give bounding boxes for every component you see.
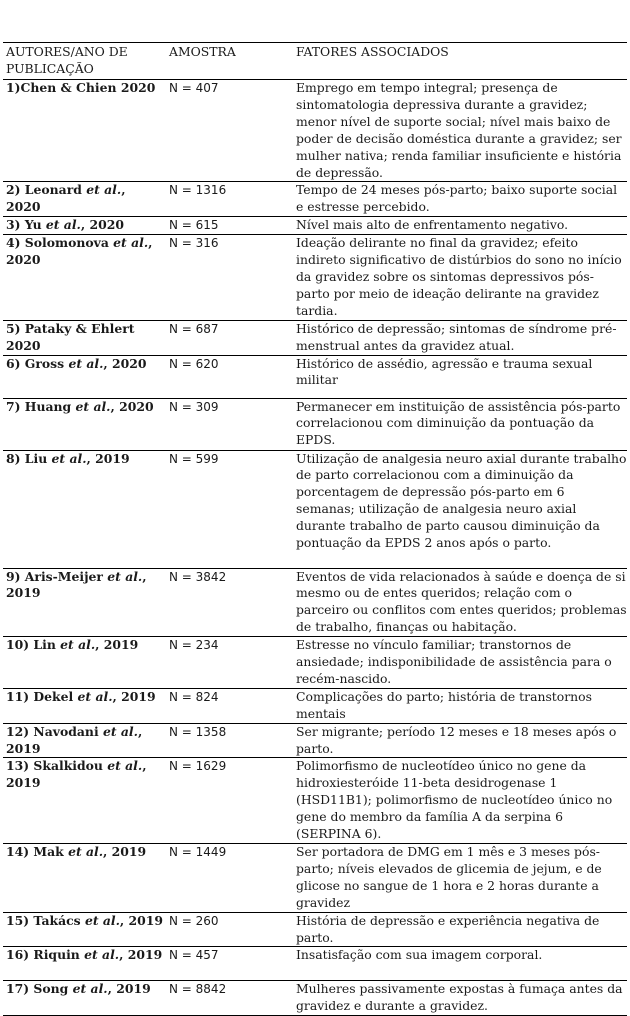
author-name: 10) Lin [6, 637, 61, 653]
et-al: et al. [102, 723, 138, 739]
sample-cell: N = 316 [166, 235, 293, 321]
publication-year: , 2019 [119, 912, 164, 928]
author-cell [3, 637, 166, 689]
table-row [3, 320, 627, 355]
sample-cell: N = 309 [166, 398, 293, 450]
table-row [3, 450, 627, 568]
author-cell [3, 450, 166, 568]
factors-cell: Emprego em tempo integral; presença de sintomatologia depressiva durante a gravidez; menor nível de suporte social; nível mais baixo de poder de decisão doméstica durante a gravidez; ser mulher nativa; renda familiar insuficiente e história de depressão. [293, 80, 627, 182]
author-cell [3, 398, 166, 450]
factors-cell: Estresse no vínculo familiar; transtornos de ansiedade; indisponibilidade de assistência para o recém-nascido. [293, 637, 627, 689]
author-name: 7) Huang [6, 398, 76, 414]
et-al: et al. [51, 450, 87, 466]
publication-year: , 2019 [6, 758, 147, 791]
author-cell [3, 688, 166, 723]
table-row [3, 844, 627, 913]
publication-year: , 2020 [6, 235, 153, 268]
table-row [3, 182, 627, 217]
et-al: et al. [107, 568, 143, 584]
author-cell [3, 80, 166, 182]
sample-cell: N = 1629 [166, 758, 293, 844]
sample-cell: N = 687 [166, 320, 293, 355]
factors-cell: Histórico de depressão; sintomas de síndrome pré-menstrual antes da gravidez atual. [293, 320, 627, 355]
factors-cell: Nível mais alto de enfrentamento negativo. [293, 217, 627, 235]
publication-year: , 2019 [6, 568, 147, 601]
author-name: 17) Song [6, 981, 73, 997]
et-al: et al. [77, 688, 113, 704]
factors-cell: História de depressão e experiência negativa de parto. [293, 912, 627, 947]
factors-cell: Complicações do parto; história de transtornos mentais [293, 688, 627, 723]
publication-year: , 2020 [110, 398, 154, 414]
author-name: 4) Solomonova [6, 235, 114, 251]
author-cell [3, 568, 166, 637]
table-row [3, 688, 627, 723]
publication-year: , 2019 [112, 688, 156, 704]
author-cell [3, 981, 166, 1016]
author-cell [3, 355, 166, 398]
sample-cell: N = 407 [166, 80, 293, 182]
factors-cell: Ser migrante; período 12 meses e 18 meses após o parto. [293, 723, 627, 758]
factors-cell: Tempo de 24 meses pós-parto; baixo suporte social e estresse percebido. [293, 182, 627, 217]
et-al: et al. [68, 844, 104, 859]
author-cell [3, 182, 166, 217]
author-name: 16) Riquin [6, 947, 85, 963]
et-al: et al. [75, 398, 111, 414]
author-name: 11) Dekel [6, 688, 78, 704]
header-sample: AMOSTRA [166, 43, 293, 80]
factors-cell: Eventos de vida relacionados à saúde e doença de si mesmo ou de entes queridos; relação com o parceiro ou conflitos com entes queridos; problemas de trabalho, finanças ou habitação. [293, 568, 627, 637]
table-row [3, 355, 627, 398]
author-cell [3, 912, 166, 947]
publication-year: 2020 [6, 337, 41, 353]
publication-year: 2020 [116, 80, 156, 95]
factors-cell: Histórico de assédio, agressão e trauma sexual militar [293, 355, 627, 398]
sample-cell: N = 620 [166, 355, 293, 398]
sample-cell: N = 599 [166, 450, 293, 568]
author-name: 13) Skalkidou [6, 758, 108, 774]
publication-year: , 2020 [80, 217, 124, 233]
sample-cell: N = 260 [166, 912, 293, 947]
sample-cell: N = 1316 [166, 182, 293, 217]
et-al: et al. [113, 235, 149, 251]
factors-cell: Polimorfismo de nucleotídeo único no gene da hidroxiesteróide 11-beta desidrogenase 1 (HSD11B1); polimorfismo de nucleotídeo único no gene do membro da família A da serpina 6 (SERPINA 6). [293, 758, 627, 844]
publication-year: , 2019 [86, 450, 130, 466]
author-cell [3, 723, 166, 758]
author-name: 3) Yu [6, 217, 46, 233]
author-cell [3, 235, 166, 321]
factors-cell: Mulheres passivamente expostas à fumaça antes da gravidez e durante a gravidez. [293, 981, 627, 1016]
author-name: 1)Chen & Chien [6, 80, 117, 95]
header-authors: AUTORES/ANO DE PUBLICAÇÃO [3, 43, 166, 80]
table-row [3, 912, 627, 947]
author-cell [3, 217, 166, 235]
publication-year: , 2019 [6, 723, 143, 756]
et-al: et al. [84, 912, 120, 928]
factors-cell: Insatisfação com sua imagem corporal. [293, 947, 627, 981]
table-row [3, 398, 627, 450]
factors-cell: Ideação delirante no final da gravidez; efeito indireto significativo de distúrbios do sono no início da gravidez sobre os sintomas depressivos pós-parto por meio de ideação delirante na gravidez tardia. [293, 235, 627, 321]
author-cell [3, 947, 166, 981]
sample-cell: N = 3842 [166, 568, 293, 637]
table-row [3, 80, 627, 182]
factors-cell: Ser portadora de DMG em 1 mês e 3 meses pós-parto; níveis elevados de glicemia de jejum, e de glicose no sangue de 1 hora e 2 horas durante a gravidez [293, 844, 627, 913]
author-cell [3, 844, 166, 913]
sample-cell: N = 824 [166, 688, 293, 723]
associated-factors-table [3, 42, 627, 1016]
table-row [3, 235, 627, 321]
header-row [3, 43, 627, 80]
sample-cell: N = 1449 [166, 844, 293, 913]
table-row [3, 723, 627, 758]
table-row [3, 981, 627, 1016]
publication-year: , 2020 [6, 182, 126, 215]
sample-cell: N = 615 [166, 217, 293, 235]
author-name: 15) Takács [6, 912, 85, 928]
sample-cell: N = 1358 [166, 723, 293, 758]
author-name: 2) Leonard [6, 182, 87, 198]
table-row [3, 568, 627, 637]
header-factors: FATORES ASSOCIADOS [293, 43, 627, 80]
sample-cell: N = 8842 [166, 981, 293, 1016]
author-name: 9) Aris-Meijer [6, 568, 108, 584]
author-cell [3, 320, 166, 355]
et-al: et al. [86, 182, 122, 198]
table-row [3, 758, 627, 844]
factors-cell: Permanecer em instituição de assistência pós-parto correlacionou com diminuição da pontuação da EPDS. [293, 398, 627, 450]
author-name: 5) Pataky & Ehlert [6, 320, 135, 336]
et-al: et al. [68, 355, 104, 371]
et-al: et al. [107, 758, 143, 774]
sample-cell: N = 234 [166, 637, 293, 689]
publication-year: , 2019 [119, 947, 163, 963]
publication-year: , 2019 [103, 844, 147, 859]
et-al: et al. [84, 947, 120, 963]
publication-year: , 2019 [107, 981, 151, 997]
publication-year: , 2019 [95, 637, 139, 653]
et-al: et al. [72, 981, 108, 997]
table-row [3, 947, 627, 981]
author-name: 6) Gross [6, 355, 69, 371]
factors-cell: Utilização de analgesia neuro axial durante trabalho de parto correlacionou com a diminuição da porcentagem de depressão pós-parto em 6 semanas; utilização de analgesia neuro axial durante trabalho de parto causou diminuição da pontuação da EPDS 2 anos após o parto. [293, 450, 627, 568]
table-row [3, 217, 627, 235]
author-name: 12) Navodani [6, 723, 103, 739]
publication-year: , 2020 [103, 355, 147, 371]
et-al: et al. [60, 637, 96, 653]
table-row [3, 637, 627, 689]
author-name: 8) Liu [6, 450, 52, 466]
sample-cell: N = 457 [166, 947, 293, 981]
author-cell [3, 758, 166, 844]
et-al: et al. [45, 217, 81, 233]
author-name: 14) Mak [6, 844, 69, 859]
